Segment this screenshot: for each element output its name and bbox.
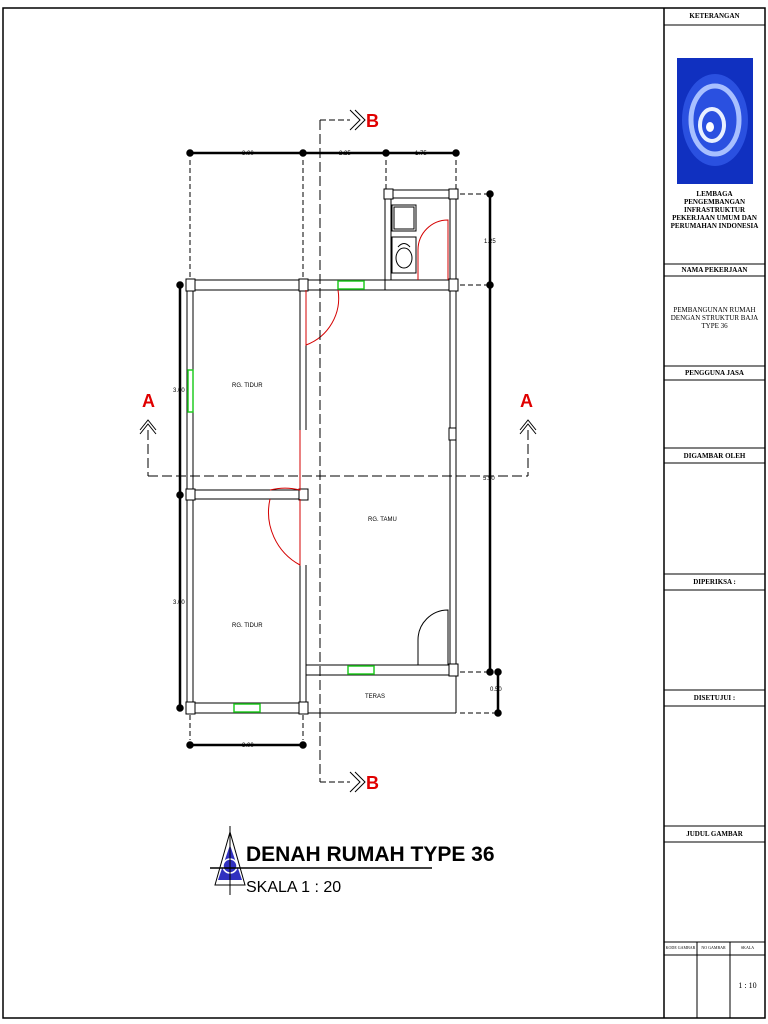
- window-terrace: [348, 666, 374, 674]
- keterangan-label: KETERANGAN: [689, 12, 740, 20]
- door-bedroom-1: [270, 430, 300, 490]
- dim-top-3: 1.75: [415, 151, 427, 157]
- dim-right-1: 1.25: [484, 239, 496, 245]
- dim-right-2: 5.50: [483, 476, 495, 482]
- door-top: [306, 290, 339, 345]
- pengguna-jasa-label: PENGGUNA JASA: [685, 369, 744, 377]
- drawing-scale: SKALA 1 : 20: [246, 879, 342, 896]
- dimension-lines: [178, 151, 501, 748]
- institution-logo: [677, 58, 753, 184]
- floor-plan: [140, 110, 536, 793]
- digambar-label: DIGAMBAR OLEH: [683, 452, 746, 460]
- dim-bottom-1: 3.00: [242, 743, 254, 749]
- section-arrow-icons: [140, 110, 536, 792]
- skala-value: 1 : 10: [738, 981, 757, 990]
- skala-label: SKALA: [740, 945, 755, 950]
- title-triangle-icon: [215, 826, 245, 895]
- diperiksa-label: DIPERIKSA :: [693, 578, 736, 586]
- room-label-terrace: TERAS: [365, 694, 386, 700]
- room-label-bedroom-bottom: RG. TIDUR: [232, 623, 263, 629]
- section-label-b-bottom: B: [366, 773, 379, 793]
- window-top: [338, 281, 364, 289]
- judul-gambar-label: JUDUL GAMBAR: [686, 830, 743, 838]
- door-bathroom: [418, 220, 448, 280]
- disetujui-label: DISETUJUI :: [693, 694, 736, 702]
- doors: [269, 220, 448, 665]
- kode-gambar-label: KODE GAMBAR: [665, 945, 696, 950]
- door-terrace: [418, 610, 448, 665]
- room-label-bedroom-top: RG. TIDUR: [232, 383, 263, 389]
- dim-top-1: 3.00: [242, 151, 254, 157]
- bathroom-fixtures: [392, 205, 416, 273]
- room-label-living: RG. TAMU: [368, 517, 397, 523]
- drawing-title-block: [210, 826, 495, 896]
- section-label-a-right: A: [520, 391, 533, 411]
- drawing-title: DENAH RUMAH TYPE 36: [246, 843, 495, 866]
- windows: [188, 281, 374, 712]
- sheet-border: [3, 8, 765, 1018]
- dim-left-2: 3.00: [173, 600, 185, 606]
- dim-right-3: 0.50: [490, 687, 502, 693]
- window-bottom: [234, 704, 260, 712]
- nama-pekerjaan-value: PEMBANGUNAN RUMAH DENGAN STRUKTUR BAJA TYPE 36: [670, 306, 759, 330]
- section-label-b-top: B: [366, 111, 379, 131]
- nama-pekerjaan-label: NAMA PEKERJAAN: [681, 266, 748, 274]
- columns: [186, 189, 458, 714]
- dim-top-2: 2.25: [339, 151, 351, 157]
- institution-name: LEMBAGA PENGEMBANGAN INFRASTRUKTUR PEKERJAAN UMUM DAN PERUMAHAN INDONESIA: [670, 190, 759, 230]
- window-left: [188, 370, 193, 412]
- section-label-a-left: A: [142, 391, 155, 411]
- door-bedroom-2: [269, 499, 300, 565]
- dim-left-1: 3.00: [173, 388, 185, 394]
- no-gambar-label: NO GAMBAR: [701, 945, 726, 950]
